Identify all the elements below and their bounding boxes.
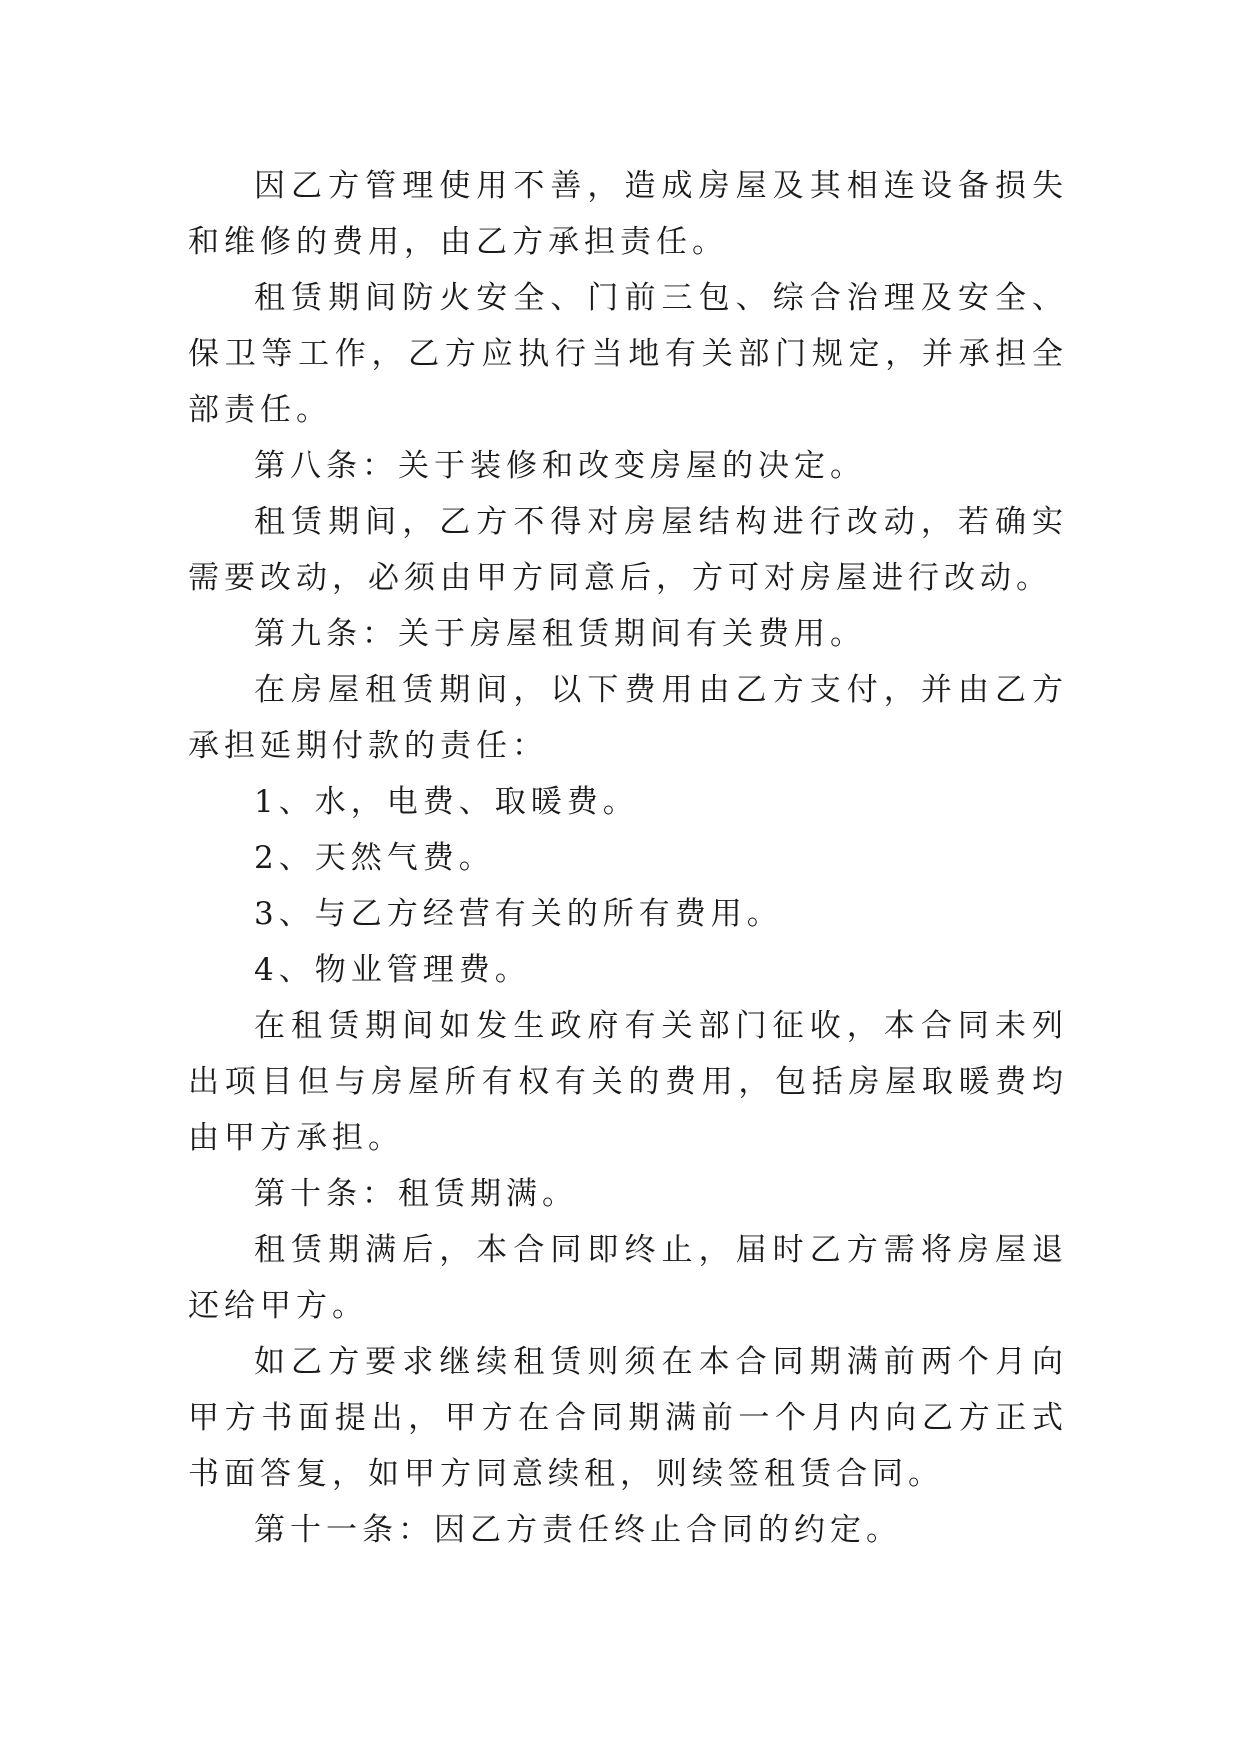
paragraph-fire-safety: 租赁期间防火安全、门前三包、综合治理及安全、保卫等工作，乙方应执行当地有关部门规定，并承担全部责任。 xyxy=(188,280,1068,428)
paragraph-damage-liability: 因乙方管理使用不善，造成房屋及其相连设备损失和维修的费用，由乙方承担责任。 xyxy=(188,168,1068,260)
list-item-utilities: 1、水，电费、取暖费。 xyxy=(254,784,639,820)
paragraph-structure-changes: 租赁期间，乙方不得对房屋结构进行改动，若确实需要改动，必须由甲方同意后，方可对房屋进行改动。 xyxy=(188,504,1068,596)
article-8-heading: 第八条：关于装修和改变房屋的决定。 xyxy=(254,448,866,484)
article-10-heading: 第十条：租赁期满。 xyxy=(254,1176,578,1212)
paragraph-government-fees: 在租赁期间如发生政府有关部门征收，本合同未列出项目但与房屋所有权有关的费用，包括房屋取暖费均由甲方承担。 xyxy=(188,1008,1068,1156)
list-item-business-fees: 3、与乙方经营有关的所有费用。 xyxy=(254,896,783,932)
paragraph-fees-intro: 在房屋租赁期间，以下费用由乙方支付，并由乙方承担延期付款的责任： xyxy=(188,672,1068,764)
paragraph-renewal: 如乙方要求继续租赁则须在本合同期满前两个月向甲方书面提出，甲方在合同期满前一个月内向乙方正式书面答复，如甲方同意续租，则续签租赁合同。 xyxy=(188,1344,1068,1492)
article-9-heading: 第九条：关于房屋租赁期间有关费用。 xyxy=(254,616,866,652)
article-11-heading: 第十一条：因乙方责任终止合同的约定。 xyxy=(254,1512,902,1548)
document-body xyxy=(188,158,1068,1558)
paragraph-lease-expiry: 租赁期满后，本合同即终止，届时乙方需将房屋退还给甲方。 xyxy=(188,1232,1068,1324)
list-item-property-management: 4、物业管理费。 xyxy=(254,952,531,988)
list-item-gas: 2、天然气费。 xyxy=(254,840,495,876)
